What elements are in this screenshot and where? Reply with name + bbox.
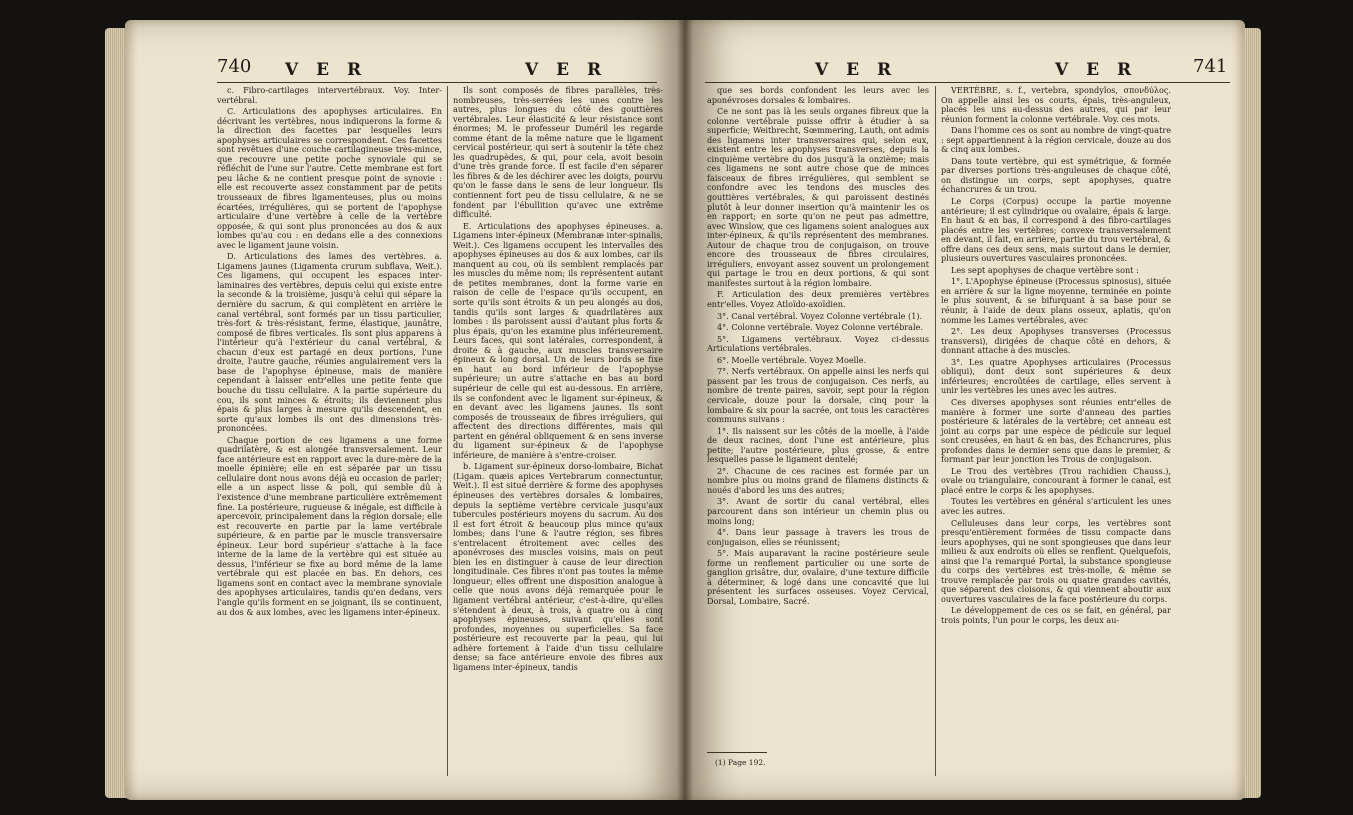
paragraph: 1°. L'Apophyse épineuse (Processus spinosus), située en arrière & sur la ligne moyenne, terminée en pointe le plus souvent, & se bifurquant à sa base pour se réunir, à l'aide de deux plans osseux, aplatis, qu'on nomme les Lames vertébrales, avec bbox=[941, 276, 1171, 325]
paragraph: Les sept apophyses de chaque vertèbre sont : bbox=[951, 264, 1139, 275]
paragraph: Le Corps (Corpus) occupe la partie moyenne antérieure; il est cylindrique ou ovalaire, épais & large. En haut & en bas, il correspond à des fibro-cartilages placés entre les vertèbres; convexe transversalement en devant, il fait, en arrière, partie du trou vertébral, & offre dans ces deux sens, mais surtout dans le dernier, plusieurs ouvertures vasculaires prononcées. bbox=[941, 196, 1171, 264]
text-column bbox=[707, 86, 929, 608]
paragraph: C. Articulations des apophyses articulaires. En décrivant les vertèbres, nous indiquerons la forme & la direction des facettes par lesquelles leurs apophyses articulaires se correspondent. Ces facettes sont revêtues d'une couche cartilagineuse très-mince, que recouvre une petite poche synoviale qui se réfléchit de l'une sur l'autre. Cette membrane est fort peu lâche & ne contient presque point de synovie : elle est recouverte assez constamment par de petits trousseaux de fibres ligamenteuses, plus ou moins écartées, irrégulières, qui se portent de l'apophyse articulaire d'une vertèbre à celle de la vertèbre opposée, & qui sont plus prononcées au dos & aux lombes qu'au cou : en dedans elle a des connexions avec le ligament jaune voisin. bbox=[217, 106, 442, 250]
paragraph: 5°. Mais auparavant la racine postérieure seule forme un renflement particulier ou une sorte de ganglion grisâtre, dur, ovalaire, d'une texture difficile à déterminer, & logé dans une concavité que lui présentent les surfaces osseuses. Voyez Cervical, Dorsal, Lombaire, Sacré. bbox=[707, 548, 929, 606]
right-page bbox=[685, 20, 1245, 800]
text-column bbox=[941, 86, 1171, 628]
paragraph: 1°. Ils naissent sur les côtés de la moelle, à l'aide de deux racines, dont l'une est antérieure, plus petite; l'autre postérieure, plus grosse, & entre lesquelles passe le ligament dentelé; bbox=[707, 425, 929, 465]
paragraph: 3°. Canal vertébral. Voyez Colonne vertébrale (1). bbox=[717, 310, 923, 321]
paragraph: Le Trou des vertèbres (Trou rachidien Chauss.), ovale ou triangulaire, concourant à former le canal, est placé entre le corps & les apophyses. bbox=[941, 465, 1171, 495]
paragraph: 3°. Les quatre Apophyses articulaires (Processus obliqui), dont deux sont supérieures & deux inférieures; encroûtées de cartilage, elles servent à unir les vertèbres les unes avec les autres. bbox=[941, 356, 1171, 396]
paragraph: F. Articulation des deux premières vertèbres entr'elles. Voyez Atloïdo-axoïdien. bbox=[707, 289, 929, 310]
column-rule bbox=[447, 86, 448, 776]
paragraph: Celluleuses dans leur corps, les vertèbres sont presqu'entièrement formées de tissu compacte dans leurs apophyses, qui ne sont spongieuses que dans leur milieu & aux endroits où elles se renflent. Quelquefois, ainsi que l'a remarqué Portal, la substance spongieuse du corps des vertèbres est très-molle, & même se trouve remplacée par trois ou quatre grandes cavités, que séparent des cloisons, & qui viennent aboutir aux ouvertures vasculaires de la face postérieure du corps. bbox=[941, 517, 1171, 604]
header-rule bbox=[217, 82, 657, 83]
paragraph: 5°. Ligamens vertébraux. Voyez ci-dessus Articulations vertébrales. bbox=[707, 333, 929, 354]
column-rule bbox=[935, 86, 936, 776]
paragraph: Ce ne sont pas là les seuls organes fibreux que la colonne vertébrale puisse offrir à étudier à sa superficie; Weitbrecht, Sœmmering, Lauth, ont admis des ligamens inter transversaires qui, selon eux, existent entre les apophyses transverses, depuis la cinquième vertèbre du dos jusqu'à la onzième; mais ces ligamens ne sont autre chose que de minces faisceaux de fibres irrégulières, qui semblent se confondre avec les tendons des muscles des gouttières vertébrales, & qui paroissent destinés plutôt à leur donner insertion qu'à maintenir les os en rapport; en sorte qu'on ne peut pas admettre, avec Winslow, que ces ligamens soient analogues aux inter-épineux, & qu'ils représentent des membranes. Autour de chaque trou de conjugaison, on trouve encore des trousseaux de fibres circulaires, irréguliers, envoyant assez souvent un prolongement qui partage le trou en deux portions, & qui sont manifestes surtout à la région lombaire. bbox=[707, 106, 929, 288]
paragraph: E. Articulations des apophyses épineuses. a. Ligamens inter-épineux (Membranæ inter-spinalis, Weit.). Ces ligamens occupent les intervalles des apophyses épineuses au dos & aux lombes, car ils manquent au cou, où ils semblent remplacés par les muscles du même nom; ils représentent autant de petites membranes, dont la forme varie en raison de celle de l'espace qu'ils occupent, en sorte qu'ils sont étroits & un peu alongés au dos, tandis qu'ils sont larges & quadrilatères aux lombes : ils paroissent aussi d'autant plus forts & plus épais, qu'on les examine plus inférieurement. Leurs faces, qui sont latérales, correspondent, à droite & à gauche, aux muscles transversaire épineux & long dorsal. Un de leurs bords se fixe en haut au bord inférieur de l'apophyse supérieure; un autre s'attache en bas au bord supérieur de celle qui est au-dessous. En arrière, ils se confondent avec le ligament sur-épineux, & en devant avec les ligamens jaunes. Ils sont composés de trousseaux de fibres irréguliers, qui affectent des directions différentes, mais qui partent en général obliquement & en sens inverse du ligament sur-épineux & de l'apophyse inférieure, de manière à s'entre-croiser. bbox=[453, 220, 663, 460]
page-edges-right bbox=[1243, 28, 1261, 798]
paragraph: 2°. Chacune de ces racines est formée par un nombre plus ou moins grand de filamens distincts & noués d'abord les uns des autres; bbox=[707, 465, 929, 495]
book-gutter bbox=[677, 20, 693, 800]
page-number: 740 bbox=[217, 56, 252, 77]
running-head: V E R bbox=[815, 60, 898, 80]
header-rule bbox=[705, 82, 1230, 83]
paragraph: Dans l'homme ces os sont au nombre de vingt-quatre : sept appartiennent à la région cervicale, douze au dos & cinq aux lombes. bbox=[941, 125, 1171, 155]
paragraph: b. Ligament sur-épineux dorso-lombaire, Bichat (Ligam. quæis apices Vertebrarum connectuntur, Weit.). Il est situé derrière & forme des apophyses épineuses des vertèbres dorsales & lombaires, depuis la septième vertèbre cervicale jusqu'aux tubercules postérieurs moyens du sacrum. Au dos il est fort étroit & beaucoup plus mince qu'aux lombes; dans l'une & l'autre région, ses fibres s'entrelacent étroitement avec celles des aponévroses des muscles voisins, mais on peut bien les en distinguer à cause de leur direction longitudinale. Ces fibres n'ont pas toutes la même longueur; elles offrent une disposition analogue à celle que nous avons déjà remarquée pour le ligament vertébral antérieur, c'est-à-dire, qu'elles s'étendent à deux, à trois, à quatre ou à cinq apophyses épineuses, suivant qu'elles sont profondes, moyennes ou superficielles. Sa face postérieure est recouverte par la peau, qui lui adhère fortement à l'aide d'un tissu cellulaire dense; sa face antérieure envoie des fibres aux ligamens inter-épineux, tandis bbox=[453, 461, 663, 672]
paragraph: VERTÈBRE, s. f., vertebra, spondylos, σπονδύλος. On appelle ainsi les os courts, épais, très-anguleux, placés les uns au-dessus des autres, qui par leur réunion forment la colonne vertébrale. Voy. ces mots. bbox=[941, 85, 1171, 124]
paragraph: Toutes les vertèbres en général s'articulent les unes avec les autres. bbox=[941, 496, 1171, 516]
paragraph: Chaque portion de ces ligamens a une forme quadrilatère, & est alongée transversalement. Leur face antérieure est en rapport avec la dure-mère de la moelle épinière; elle en est séparée par un tissu cellulaire dont nous avons déjà eu occasion de parler; elle a un aspect lisse & poli, qui semble dû à l'existence d'une membrane particulière extrêmement fine. La postérieure, rugueuse & inégale, est difficile à apercevoir, principalement dans la région dorsale; elle est recouverte en partie par la lame vertébrale supérieure, & en partie par le muscle transversaire épineux. Leur bord supérieur s'attache à la face interne de la lame de la vertèbre qui est située au dessus, l'inférieur se fixe au bord même de la lame vertébrale qui est placée en bas. En dehors, ces ligamens sont en contact avec la membrane synoviale des apophyses articulaires, tandis qu'en dedans, vers l'angle qu'ils forment en se joignant, ils se continuent, au dos & aux lombes, avec les ligamens inter-épineux. bbox=[217, 434, 442, 617]
footnote-rule bbox=[707, 752, 767, 753]
paragraph: Ils sont composés de fibres parallèles, très-nombreuses, très-serrées les unes contre les autres, plus longues du côté des gouttières vertébrales. Leur élasticité & leur résistance sont énormes; M. le professeur Duméril les regarde comme étant de la même nature que le ligament cervical postérieur, qui sert à soutenir la tête chez les quadrupèdes, & qui, pour cela, avoit besoin d'une très grande force. Il est facile d'en séparer les fibres & de les déchirer avec les doigts, pourvu qu'on le fasse dans le sens de leur longueur. Ils contiennent fort peu de tissu cellulaire, & ne se fondent par l'ébullition qu'avec une extrême difficulté. bbox=[453, 85, 663, 220]
open-book bbox=[105, 8, 1255, 808]
paragraph: c. Fibro-cartilages intervertébraux. Voy. Inter-vertébral. bbox=[217, 85, 442, 105]
running-head: V E R bbox=[1055, 60, 1138, 80]
text-column bbox=[217, 86, 442, 619]
paragraph: Ces diverses apophyses sont réunies entr'elles de manière à former une sorte d'anneau des parties postérieure & latérales de la vertèbre; cet anneau est joint au corps par une espèce de pédicule sur lequel sont creusées, en haut & en bas, des Échancrures, plus profondes dans le dernier sens que dans le premier, & formant par leur jonction les Trous de conjugaison. bbox=[941, 396, 1171, 465]
paragraph: 6°. Moelle vertébrale. Voyez Moelle. bbox=[717, 354, 867, 365]
left-page bbox=[125, 20, 685, 800]
paragraph: 4°. Colonne vertébrale. Voyez Colonne vertébrale. bbox=[717, 322, 923, 333]
paragraph: Le développement de ces os se fait, en général, par trois points, l'un pour le corps, les deux au- bbox=[941, 605, 1171, 625]
paragraph: 3°. Avant de sortir du canal vertébral, elles parcourent dans son intérieur un chemin plus ou moins long; bbox=[707, 496, 929, 526]
footnote: (1) Page 192. bbox=[715, 758, 766, 767]
page-number: 741 bbox=[1193, 56, 1228, 77]
paragraph: Dans toute vertèbre, qui est symétrique, & formée par diverses portions très-anguleuses de chaque côté, on distingue un corps, sept apophyses, quatre échancrures & un trou. bbox=[941, 155, 1171, 195]
paragraph: 4°. Dans leur passage à travers les trous de conjugaison, elles se réunissent; bbox=[707, 527, 929, 547]
paragraph: 7°. Nerfs vertébraux. On appelle ainsi les nerfs qui passent par les trous de conjugaison. Ces nerfs, au nombre de trente paires, savoir, sept pour la région cervicale, douze pour la dorsale, cinq pour la lombaire & six pour la sacrée, ont tous les caractères communs suivans : bbox=[707, 366, 929, 425]
running-head: V E R bbox=[285, 60, 368, 80]
paragraph: 2°. Les deux Apophyses transverses (Processus transversi), dirigées de chaque côté en dehors, & donnant attache à des muscles. bbox=[941, 326, 1171, 356]
running-head: V E R bbox=[525, 60, 608, 80]
paragraph: que ses bords confondent les leurs avec les aponévroses dorsales & lombaires. bbox=[707, 85, 929, 105]
paragraph: D. Articulations des lames des vertèbres. a. Ligamens jaunes (Ligamenta crurum subflava, Weit.). Ces ligamens, qui occupent les espaces inter-laminaires des vertèbres, depuis celui qui existe entre la seconde & la troisième, jusqu'à celui qui sépare la dernière du sacrum, & qui complètent en arrière le canal vertébral, sont formés par un tissu particulier, très-fort & très-résistant, ferme, élastique, jaunâtre, composé de fibres verticales. Ils sont plus apparens à l'intérieur qu'à l'extérieur du canal vertébral, & chacun d'eux est partagé en deux portions, l'une droite, l'autre gauche, réunies angulairement vers la base de l'apophyse épineuse, mais de manière cependant à laisser entr'elles une petite fente que bouche du tissu cellulaire. A la partie supérieure du cou, ils sont minces & étroits; ils deviennent plus épais & plus larges à mesure qu'ils descendent, en sorte qu'aux lombes ils ont des dimensions très-prononcées. bbox=[217, 251, 442, 434]
text-column bbox=[453, 86, 663, 674]
